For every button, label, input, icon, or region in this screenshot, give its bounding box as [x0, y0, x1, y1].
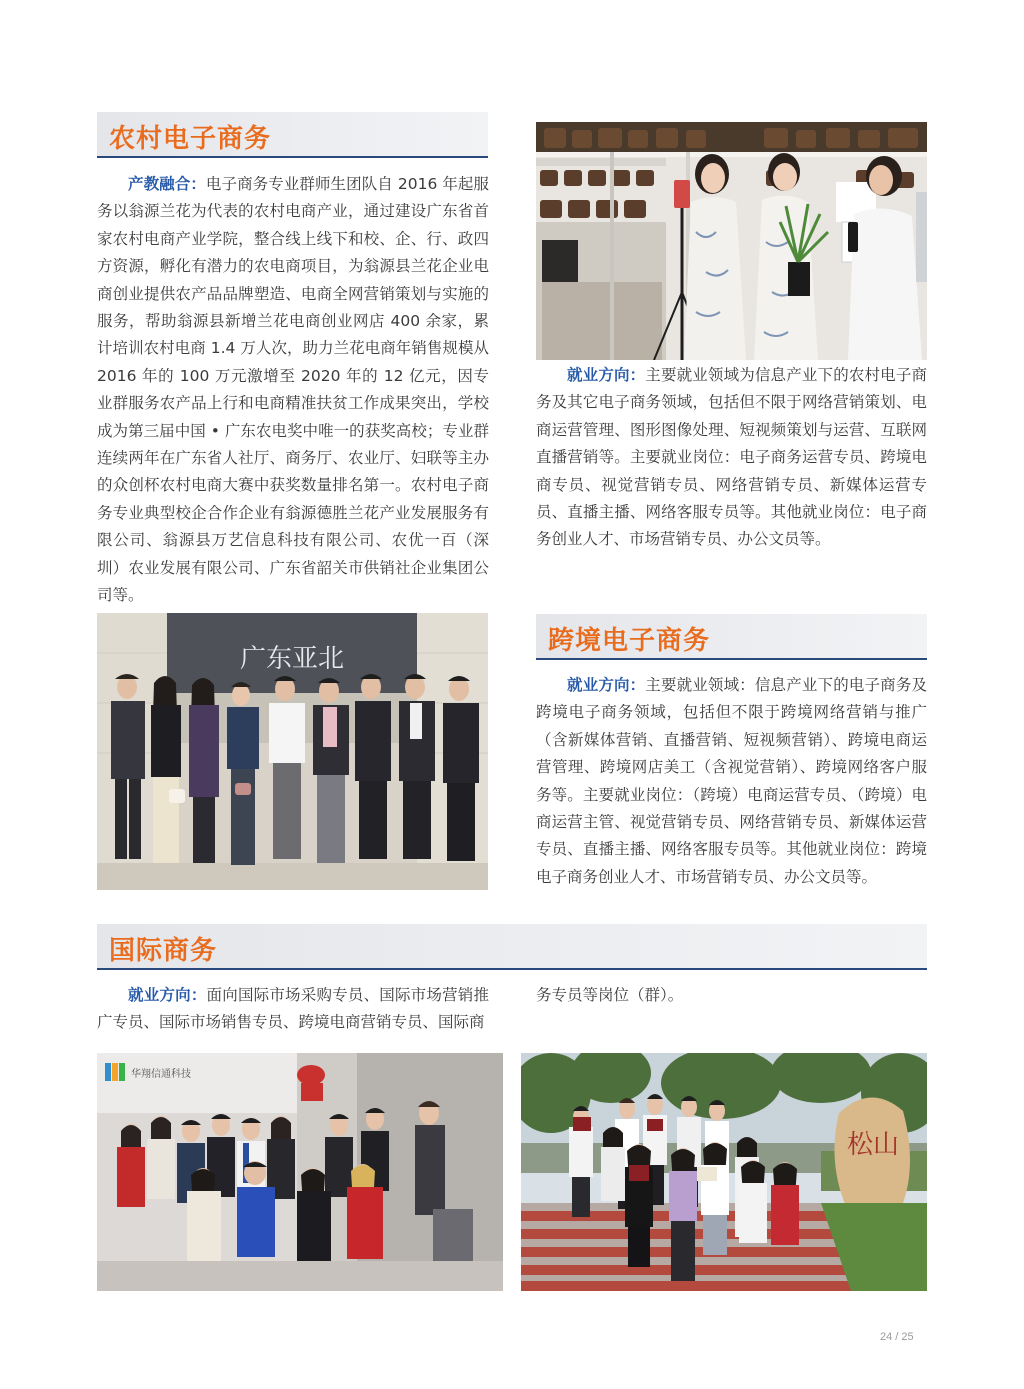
international-label: 就业方向：	[128, 986, 207, 1004]
page-number: 24 / 25	[880, 1331, 914, 1343]
section-header-rural	[97, 112, 488, 158]
rural-paragraph	[97, 171, 489, 610]
international-paragraph-left	[97, 982, 489, 1037]
cross-border-label: 就业方向：	[567, 676, 646, 694]
international-body-left: 面向国际市场采购专员、国际市场营销推广专员、国际市场销售专员、跨境电商营销专员、国际商	[97, 986, 489, 1032]
rural-body: 电子商务专业群师生团队自 2016 年起服务以翁源兰花为代表的农村电商产业，通过建设广东省首家农村电商产业学院，整合线上线下和校、企、行、政四方资源，孵化有潜力的农电商项目，为翁源县兰花企业电商创业提供农产品品牌塑造、电商全网营销策划与实施的服务，帮助翁源县新增兰花电商创业网店 400 余家，累计培训农村电商 1.4 万人次，助力兰花电商年销售规模从 2016 年的 100 万元激增至 2020 年的 12 亿元，因专业群服务农产品上行和电商精准扶贫工作成果突出，学校成为第三届中国 • 广东农电奖中唯一的获奖高校；专业群连续两年在广东省人社厅、商务厅、农业厅、妇联等主办的众创杯农村电商大赛中获奖数量排名第一。农村电子商务专业典型校企合作企业有翁源德胜兰花产业发展服务有限公司、翁源县万艺信息科技有限公司、农优一百（深圳）农业发展有限公司、广东省韶关市供销社企业集团公司等。	[97, 175, 489, 605]
photo-livestream-orchid	[536, 122, 927, 360]
photo-office-group	[97, 1053, 503, 1291]
international-body-right: 务专员等岗位（群）。	[536, 986, 684, 1004]
cross-border-body: 主要就业领域：信息产业下的电子商务及跨境电子商务领域，包括但不限于跨境网络营销与推广（含新媒体营销、直播营销、短视频营销）、跨境电商运营管理、跨境网店美工（含视觉营销）、跨境网络客户服务等。主要就业岗位：（跨境）电商运营专员、（跨境）电商运营主管、视觉营销专员、网络营销专员、新媒体运营专员、直播主播、网络客服专员等。其他就业岗位：跨境电子商务创业人才、市场营销专员、办公文员等。	[536, 676, 927, 886]
rural-label: 产教融合：	[128, 175, 206, 193]
section-header-cross-border	[536, 614, 927, 660]
rock-inscription: 松山	[846, 1130, 900, 1160]
photo-group-company-sign	[97, 613, 488, 890]
rural-employment-label: 就业方向：	[567, 366, 646, 384]
section-title-rural: 农村电子商务	[109, 124, 272, 154]
company-sign-text: 广东亚北	[239, 644, 345, 674]
section-title-international: 国际商务	[109, 936, 218, 966]
section-title-cross-border: 跨境电子商务	[548, 626, 711, 656]
rural-employment-paragraph	[536, 362, 927, 554]
rural-employment-body: 主要就业领域为信息产业下的农村电子商务及其它电子商务领域，包括但不限于网络营销策划、电商运营管理、图形图像处理、短视频策划与运营、互联网直播营销等。主要就业岗位：电子商务运营专员、跨境电商专员、视觉营销专员、网络营销专员、新媒体运营专员、直播主播、网络客服专员等。其他就业岗位：电子商务创业人才、市场营销专员、办公文员等。	[536, 366, 927, 549]
company-logo-text: 华翔信通科技	[131, 1069, 191, 1080]
cross-border-paragraph	[536, 672, 927, 891]
photo-outdoor-group-rock	[521, 1053, 927, 1291]
section-header-international	[97, 924, 927, 970]
international-paragraph-right	[536, 982, 927, 1009]
